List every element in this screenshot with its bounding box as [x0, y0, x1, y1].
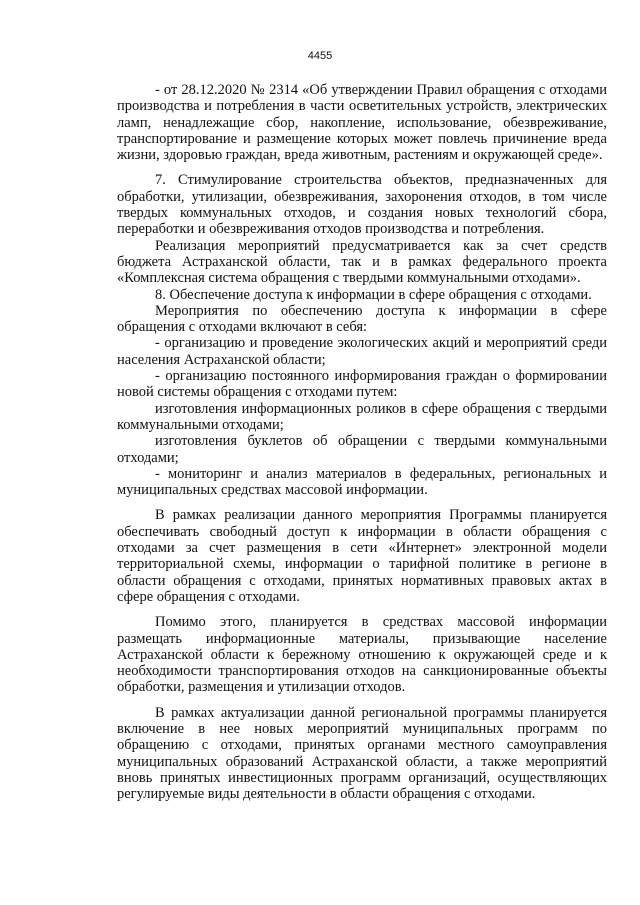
paragraph-financing: Реализация мероприятий предусматривается как за счет средств бюджета Астраханской области, так и в рамках федерального проекта «Комплексная система обращения с твердыми коммунальными отходами».	[117, 237, 607, 287]
page-number: 4455	[307, 50, 333, 62]
paragraph-media-materials: Помимо этого, планируется в средствах массовой информации размещать информационные материалы, призывающие население Астраханской области к бережному отношению к окружающей среде и к необходимости транспортирования отходов на санкционированные объекты обработки, размещения и утилизации отходов.	[117, 614, 607, 696]
paragraph-decree-2314: - от 28.12.2020 № 2314 «Об утверждении Правил обращения с отходами производства и потребления в части осветительных устройств, электрических ламп, ненадлежащие сбор, накопление, использование, обезвреживание, транспортирование и размещение которых может повлечь причинение вреда жизни, здоровью граждан, вреда животным, растениям и окружающей среде».	[117, 82, 607, 164]
paragraph-item-8: 8. Обеспечение доступа к информации в сфере обращения с отходами.	[155, 286, 592, 303]
paragraph-informing: - организацию постоянного информирования граждан о формировании новой системы обращения с отходами путем:	[117, 368, 607, 401]
paragraph-measures-intro: Мероприятия по обеспечению доступа к информации в сфере обращения с отходами включают в себя:	[117, 302, 607, 336]
paragraph-booklets: изготовления буклетов об обращении с твердыми коммунальными отходами;	[117, 433, 607, 466]
paragraph-item-7: 7. Стимулирование строительства объектов, предназначенных для обработки, утилизации, обезвреживания, захоронения отходов, в том числе твердых коммунальных отходов, и создания новых технологий сбора, переработки и обезвреживания отходов производства и потребления.	[117, 172, 607, 238]
paragraph-free-access: В рамках реализации данного мероприятия Программы планируется обеспечивать свободный доступ к информации в области обращения с отходами за счет размещения в сети «Интернет» электронной модели территориальной схемы, информации о тарифной политике в регионе в области обращения с отходами, принятых нормативных правовых актах в сфере обращения с отходами.	[117, 507, 607, 605]
paragraph-video-production: изготовления информационных роликов в сфере обращения с твердыми коммунальными отходами;	[117, 400, 607, 433]
paragraph-ecological-actions: - организацию и проведение экологических акций и мероприятий среди населения Астраханской области;	[117, 335, 607, 368]
paragraph-media-monitoring: - мониторинг и анализ материалов в федеральных, региональных и муниципальных средствах массовой информации.	[117, 465, 607, 499]
paragraph-program-update: В рамках актуализации данной региональной программы планируется включение в нее новых мероприятий муниципальных программ по обращению с отходами, принятых органами местного самоуправления муниципальных образований Астраханской области, а также мероприятий вновь принятых инвестиционных программ организаций, осуществляющих регулируемые виды деятельности в области обращения с отходами.	[117, 704, 607, 803]
document-body	[117, 82, 607, 802]
